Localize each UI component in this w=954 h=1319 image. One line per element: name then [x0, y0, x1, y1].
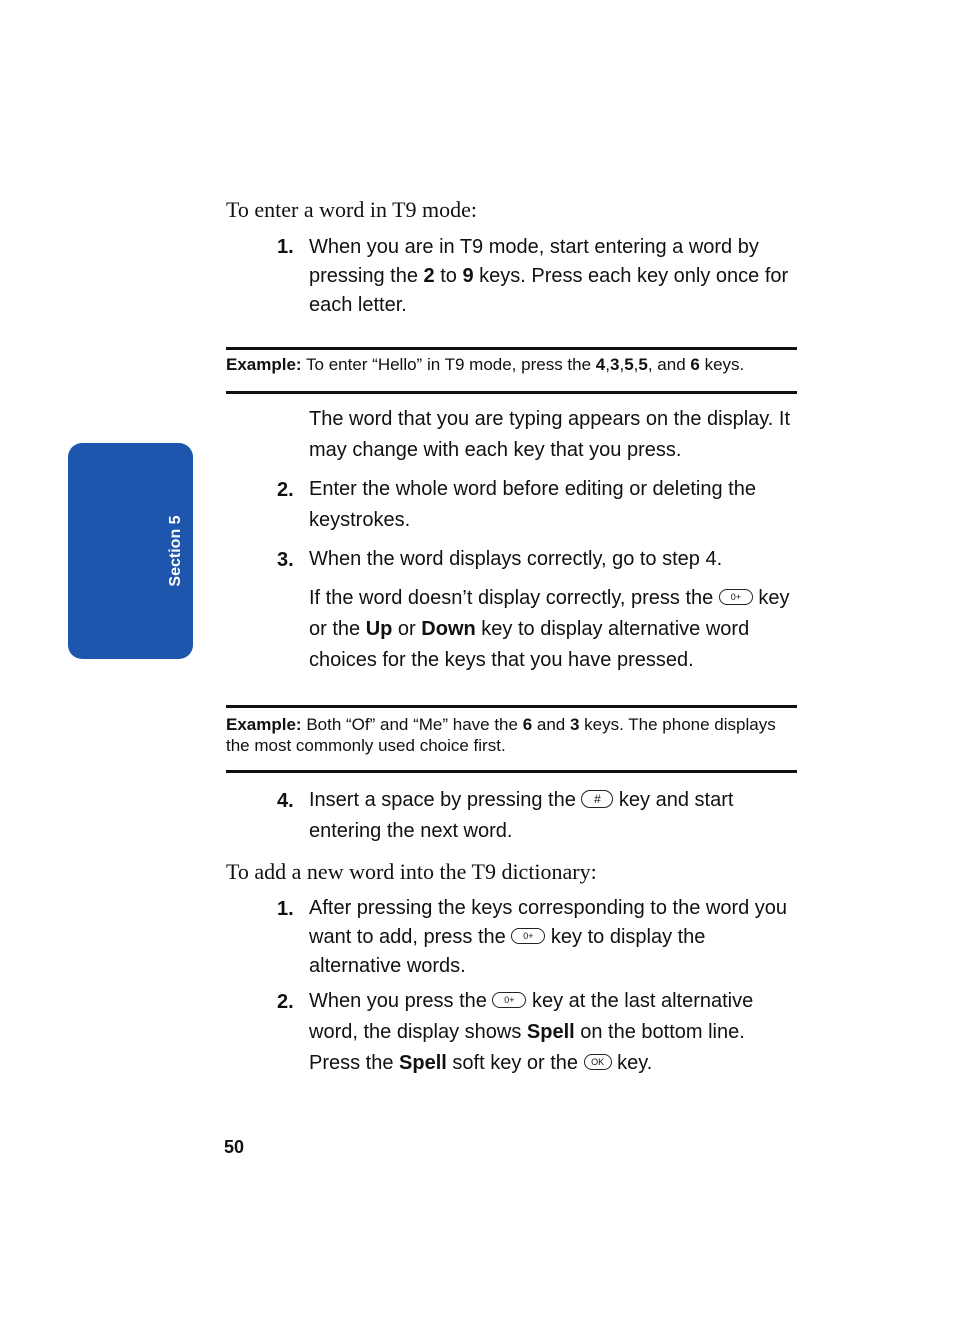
zero-key-icon: 0+ [492, 992, 526, 1008]
step-number: 2. [277, 991, 294, 1013]
section-tab-label: Section 5 [167, 515, 184, 587]
display-note: The word that you are typing appears on the display. It may change with each key that you press. [309, 408, 791, 461]
example-note: Example: Both “Of” and “Me” have the 6 and 3 keys. The phone displays the most commonly used choice first. [226, 715, 776, 755]
step-number: 1. [277, 898, 294, 920]
enter-word-intro: To enter a word in T9 mode: [226, 197, 477, 222]
step-number: 2. [277, 479, 294, 501]
divider-rule [226, 705, 797, 708]
step-text: When you press the 0+ key at the last alternative word, the display shows Spell on the bottom line. Press the Spell soft key or the OK key. [309, 990, 754, 1074]
ok-key-icon: OK [584, 1054, 612, 1070]
step-number: 4. [277, 790, 294, 812]
step-alt-text: If the word doesn’t display correctly, press the 0+ key or the Up or Down key to display alternative word choices for the keys that you have pressed. [309, 587, 790, 671]
divider-rule [226, 347, 797, 350]
step-text: When the word displays correctly, go to step 4. [309, 548, 723, 570]
page-number: 50 [224, 1137, 245, 1157]
add-word-intro: To add a new word into the T9 dictionary: [226, 859, 597, 884]
step-text: When you are in T9 mode, start entering a word by pressing the 2 to 9 keys. Press each key only once for each letter. [309, 236, 789, 316]
step-number: 3. [277, 549, 294, 571]
step-text: Enter the whole word before editing or deleting the keystrokes. [309, 478, 756, 531]
example-note: Example: To enter “Hello” in T9 mode, press the 4,3,5,5, and 6 keys. [226, 355, 745, 374]
hash-key-icon: # [581, 790, 613, 808]
zero-key-icon: 0+ [511, 928, 545, 944]
step-number: 1. [277, 236, 294, 258]
divider-rule [226, 391, 797, 394]
zero-key-icon: 0+ [719, 589, 753, 605]
divider-rule [226, 770, 797, 773]
step-text: Insert a space by pressing the # key and start entering the next word. [309, 789, 734, 842]
step-text: After pressing the keys corresponding to the word you want to add, press the 0+ key to display the alternative words. [309, 897, 788, 977]
